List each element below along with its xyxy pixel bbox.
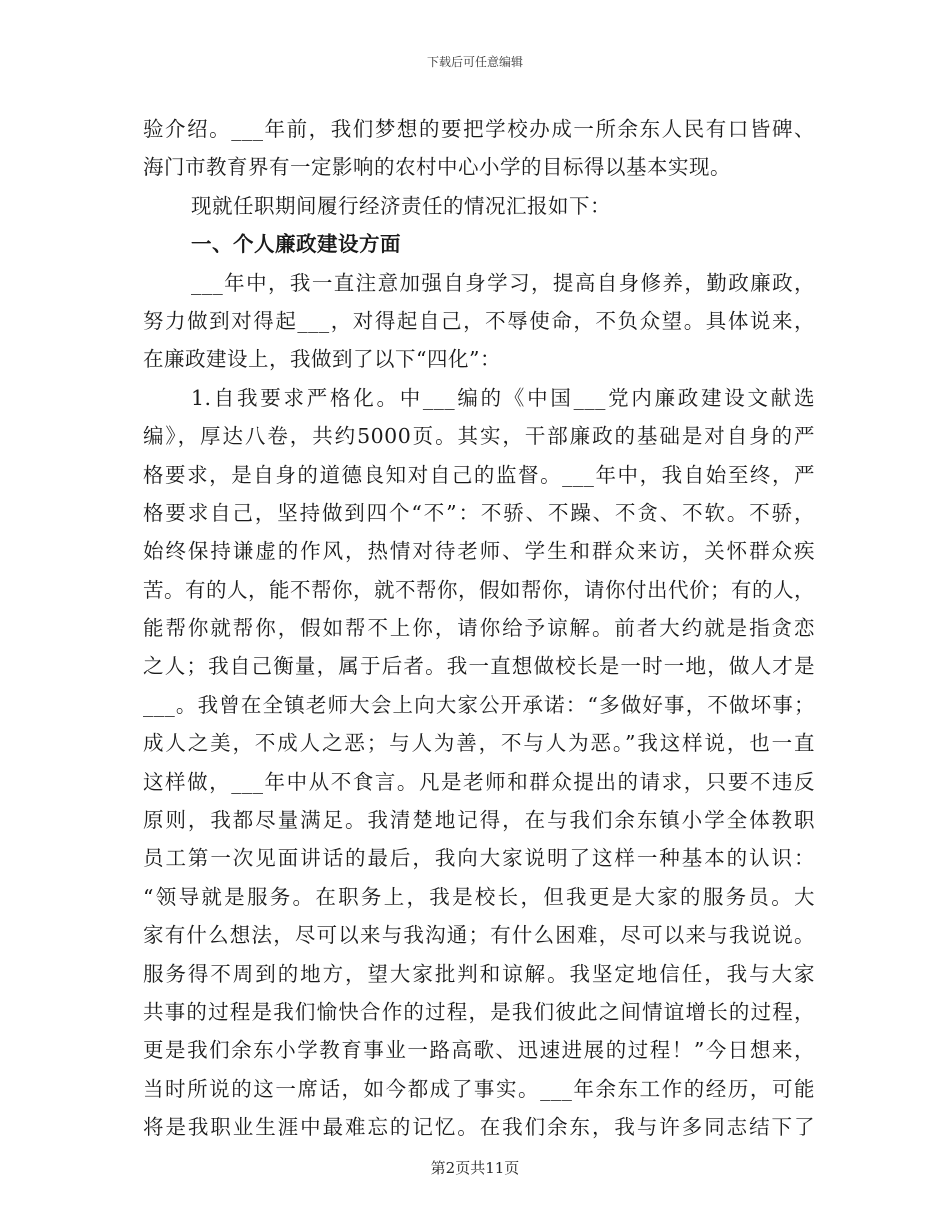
text-line: 验介绍。___年前，我们梦想的要把学校办成一所余东人民有口皆碑、 [143,117,815,141]
text-line: 这样做，___年中从不食言。凡是老师和群众提出的请求，只要不违反 [143,769,815,794]
text-line: 当时所说的这一席话，如今都成了事实。___年余东工作的经历，可能 [143,1076,815,1101]
text-line: 成人之美，不成人之恶；与人为善，不与人为恶。”我这样说，也一直 [143,731,815,756]
text-line: 始终保持谦虚的作风，热情对待老师、学生和群众来访，关怀群众疾 [143,539,815,564]
text-line: 在廉政建设上，我做到了以下“四化”： [143,347,501,372]
text-line: 格要求自己，坚持做到四个“不”：不骄、不躁、不贪、不软。不骄， [143,500,815,525]
text-line: 海门市教育界有一定影响的农村中心小学的目标得以基本实现。 [143,155,731,180]
text-line: 服务得不周到的地方，望大家批判和谅解。我坚定地信任，我与大家 [143,961,815,986]
text-line: 1.自我要求严格化。中___编的《中国___党内廉政建设文献选 [191,385,815,410]
text-line: 将是我职业生涯中最难忘的记忆。在我们余东，我与许多同志结下了 [143,1115,815,1140]
document-body [143,110,815,1147]
page-header: 下载后可任意编辑 [426,55,523,69]
text-line: 家有什么想法，尽可以来与我沟通；有什么困难，尽可以来与我说说。 [143,923,815,948]
text-line: 更是我们余东小学教育事业一路高歌、迅速进展的过程！”今日想来， [143,1038,815,1063]
text-line: 编》，厚达八卷，共约5000页。其实，干部廉政的基础是对自身的严 [143,424,815,449]
text-line: 努力做到对得起___，对得起自己，不辱使命，不负众望。具体说来， [143,308,815,333]
text-line: 格要求，是自身的道德良知对自己的监督。___年中，我自始至终，严 [143,462,815,487]
text-line: 员工第一次见面讲话的最后，我向大家说明了这样一种基本的认识： [143,846,815,871]
text-line: “领导就是服务。在职务上，我是校长，但我更是大家的服务员。大 [143,884,815,909]
text-line: 苦。有的人，能不帮你，就不帮你，假如帮你，请你付出代价；有的人， [143,577,815,602]
text-line: 现就任职期间履行经济责任的情况汇报如下： [191,193,611,218]
text-line: ___。我曾在全镇老师大会上向大家公开承诺：“多做好事，不做坏事； [143,692,815,717]
section-heading: 一、个人廉政建设方面 [191,232,401,257]
text-line: 原则，我都尽量满足。我清楚地记得，在与我们余东镇小学全体教职 [143,808,815,833]
text-line: 共事的过程是我们愉快合作的过程，是我们彼此之间情谊增长的过程， [143,999,815,1024]
text-line: ___年中，我一直注意加强自身学习，提高自身修养，勤政廉政， [191,270,815,295]
page-number: 第2页共11页 [430,1159,520,1177]
text-line: 之人；我自己衡量，属于后者。我一直想做校长是一时一地，做人才是 [143,654,815,679]
text-line: 能帮你就帮你，假如帮不上你，请你给予谅解。前者大约就是指贪恋 [143,616,815,641]
